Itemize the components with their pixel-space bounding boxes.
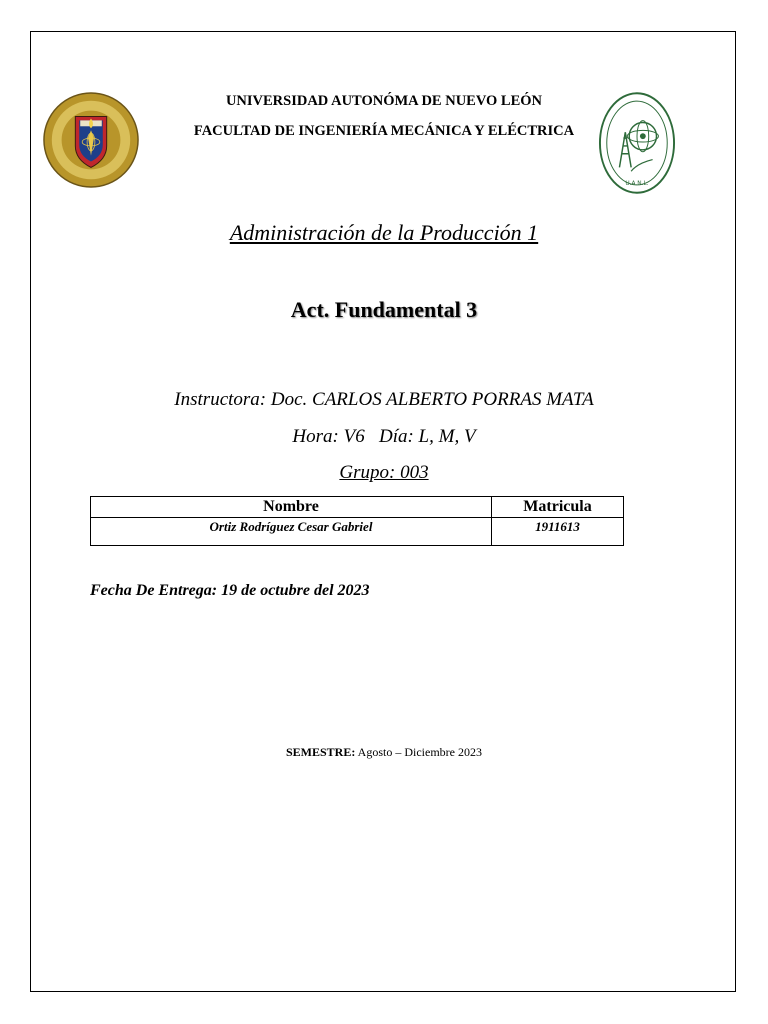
semester-line: [0, 745, 768, 760]
group-line: Grupo: 003: [339, 462, 429, 483]
university-name: UNIVERSIDAD AUTONÓMA DE NUEVO LEÓN: [225, 93, 543, 109]
delivery-date: Fecha De Entrega: 19 de octubre del 2023: [90, 582, 370, 599]
table-header-matricula: Matricula: [492, 497, 624, 518]
instructor-line: Instructora: Doc. CARLOS ALBERTO PORRAS MATA: [174, 389, 594, 410]
svg-text:U.A.N.L.: U.A.N.L.: [625, 180, 649, 187]
student-id-cell: 1911613: [492, 518, 624, 546]
table-header-name: Nombre: [91, 497, 492, 518]
student-table: [90, 496, 624, 546]
schedule-line: Hora: V6 Día: L, M, V: [292, 426, 476, 447]
group-line-wrap: [0, 462, 768, 484]
faculty-name: FACULTAD DE INGENIERÍA MECÁNICA Y ELÉCTRICA: [193, 123, 575, 139]
course-title: Administración de la Producción 1: [229, 220, 539, 245]
activity-title: Act. Fundamental 3: [290, 297, 478, 322]
table-header-row: [91, 497, 624, 518]
semester-label: SEMESTRE:: [285, 745, 356, 759]
student-name-cell: Ortiz Rodríguez Cesar Gabriel: [91, 518, 492, 546]
semester-value: Agosto – Diciembre 2023: [355, 745, 482, 759]
table-row: [91, 518, 624, 546]
